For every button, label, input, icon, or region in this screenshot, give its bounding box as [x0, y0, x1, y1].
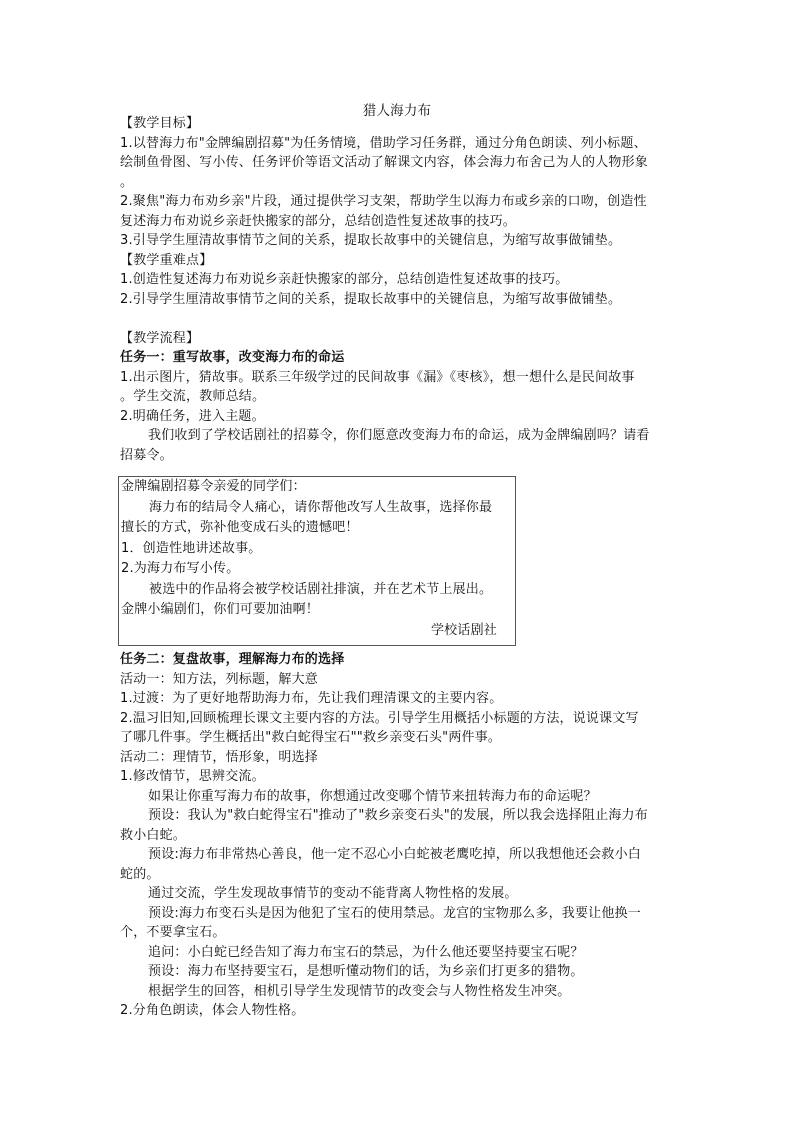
paragraph-line: 1.创造性复述海力布劝说乡亲赶快搬家的部分，总结创造性复述故事的技巧。: [120, 272, 569, 287]
paragraph-line: 我们收到了学校话剧社的招募令，你们愿意改变海力布的命运，成为金牌编剧吗？请看: [148, 428, 650, 443]
task-two-section: [120, 650, 680, 1021]
recruitment-notice-box: [118, 476, 516, 646]
paragraph-line: 根据学生的回答，相机引导学生发现情节的改变会与人物性格发生冲突。: [148, 983, 571, 999]
paragraph-line: 2.明确任务，进入主题。: [120, 408, 265, 424]
notice-line: 金牌小编剧们，你们可要加油啊！: [121, 602, 320, 617]
teaching-objectives-section: [120, 114, 680, 465]
paragraph-line: 预设:海力布变石头是因为他犯了宝石的使用禁忌。龙宫的宝物那么多，我要让他换一: [148, 905, 641, 921]
section-heading: 【教学流程】: [120, 330, 200, 346]
paragraph-line: 2.分角色朗读，体会人物性格。: [120, 1003, 305, 1018]
paragraph-line: 救小白蛇。: [120, 827, 187, 843]
document-title: 猎人海力布: [362, 103, 432, 119]
notice-line: 被选中的作品将会被学校话剧社排演，并在艺术节上展出。: [149, 581, 493, 597]
notice-line: 2.为海力布写小传。: [121, 561, 240, 576]
paragraph-line: 追问：小白蛇已经告知了海力布宝石的禁忌，为什么他还要坚持要宝石呢？: [148, 944, 584, 960]
paragraph-line: 2.温习旧知,回顾梳理长课文主要内容的方法。引导学生用概括小标题的方法，说说课文写: [120, 710, 639, 726]
paragraph-line: 1.以替海力布"金牌编剧招募"为任务情境，借助学习任务群，通过分角色朗读、列小标题、: [120, 135, 647, 151]
paragraph-line: 。: [120, 174, 134, 190]
paragraph-line: 招募令。: [120, 447, 173, 463]
notice-signature: 学校话剧社: [430, 622, 497, 638]
notice-line: 海力布的结局令人痛心，请你帮他改写人生故事，选择你最: [149, 499, 493, 515]
task-title: 任务一：重写故事，改变海力布的命运: [120, 350, 345, 365]
paragraph-line: 如果让你重写海力布的故事，你想通过改变哪个情节来扭转海力布的命运呢？: [148, 788, 597, 804]
paragraph-line: 绘制鱼骨图、写小传、任务评价等语文活动了解课文内容，体会海力布舍己为人的人物形象: [120, 155, 649, 170]
notice-line: 金牌编剧招募令亲爱的同学们：: [121, 479, 306, 494]
section-heading: 【教学重难点】: [120, 252, 213, 268]
paragraph-line: 蛇的。: [120, 866, 160, 882]
paragraph-line: 。学生交流，教师总结。: [120, 389, 266, 404]
paragraph-line: 2.聚焦"海力布劝乡亲"片段，通过提供学习支架，帮助学生以海力布或乡亲的口吻，创造性: [120, 194, 647, 209]
paragraph-line: 预设：我认为"救白蛇得宝石"推动了"救乡亲变石头"的发展，所以我会选择阻止海力布: [148, 808, 648, 823]
paragraph-line: 了哪几件事。学生概括出"救白蛇得宝石""救乡亲变石头"两件事。: [120, 730, 502, 745]
paragraph-line: 2.引导学生厘清故事情节之间的关系，提取长故事中的关键信息，为缩写故事做铺垫。: [120, 291, 622, 307]
notice-line: 1．创造性地讲述故事。: [121, 540, 262, 556]
paragraph-line: 预设:海力布非常热心善良，他一定不忍心小白蛇被老鹰吃掉，所以我想他还会救小白: [148, 847, 641, 862]
task-title: 任务二：复盘故事，理解海力布的选择: [120, 652, 345, 667]
paragraph-line: 复述海力布劝说乡亲赶快搬家的部分，总结创造性复述故事的技巧。: [120, 213, 517, 229]
paragraph-line: 通过交流，学生发现故事情节的变动不能背离人物性格的发展。: [148, 886, 518, 901]
section-heading: 【教学目标】: [120, 116, 200, 131]
paragraph-line: 活动一：知方法，列标题，解大意: [120, 671, 319, 687]
paragraph-line: 活动二：理情节，悟形象，明选择: [120, 749, 319, 765]
paragraph-line: 3.引导学生厘清故事情节之间的关系，提取长故事中的关键信息，为缩写故事做铺垫。: [120, 233, 622, 248]
paragraph-line: 1.修改情节，思辨交流。: [120, 769, 265, 784]
paragraph-line: 个，不要拿宝石。: [120, 925, 226, 940]
paragraph-line: 1.出示图片，猜故事。联系三年级学过的民间故事《漏》《枣核》，想一想什么是民间故事: [120, 369, 635, 385]
paragraph-line: 预设：海力布坚持要宝石，是想听懂动物们的话，为乡亲们打更多的猎物。: [148, 964, 584, 979]
paragraph-line: 1.过渡：为了更好地帮助海力布，先让我们理清课文的主要内容。: [120, 691, 503, 706]
notice-line: 擅长的方式，弥补他变成石头的遗憾吧！: [121, 520, 359, 535]
